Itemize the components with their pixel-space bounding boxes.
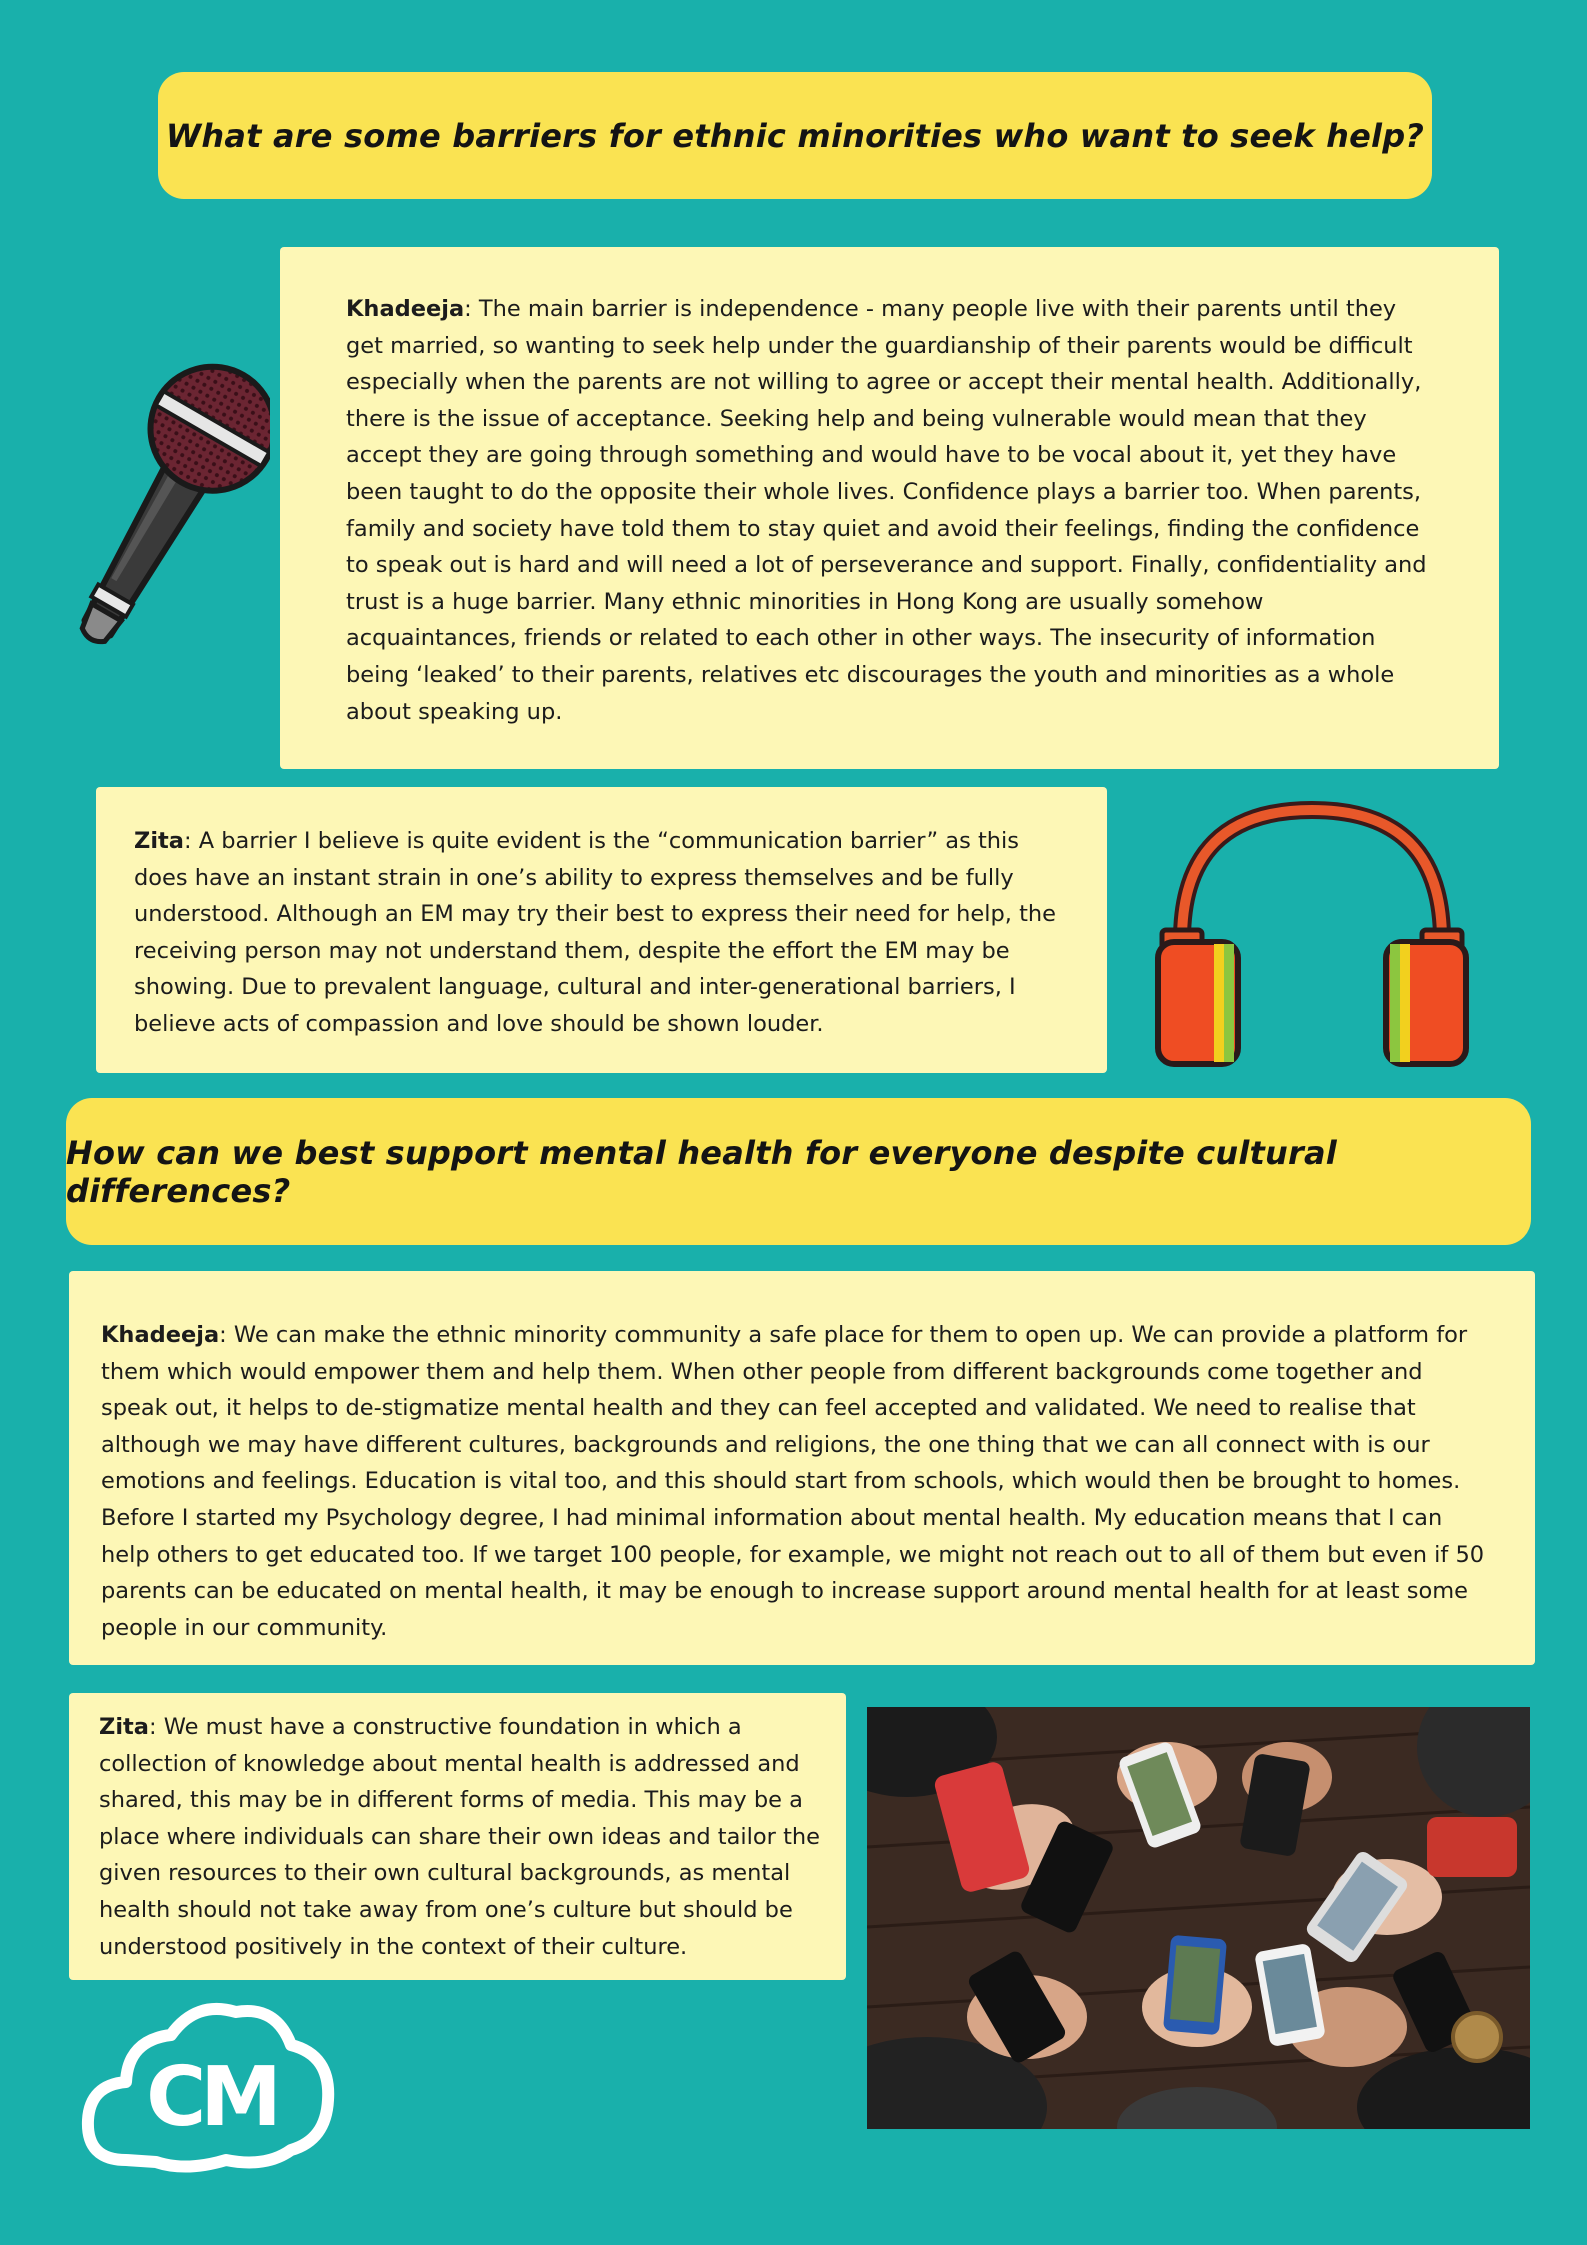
answer-box-khadeeja-support bbox=[69, 1271, 1535, 1665]
answer-box-zita-barriers bbox=[96, 787, 1107, 1073]
microphone-icon bbox=[60, 346, 270, 676]
speaker-name: Khadeeja bbox=[101, 1322, 220, 1348]
question-heading-support bbox=[66, 1098, 1531, 1245]
speaker-name: Zita bbox=[134, 828, 184, 854]
headphones-icon bbox=[1152, 790, 1472, 1070]
answer-text: : A barrier I believe is quite evident is the “communication barrier” as this does have an instant strain in one’s ability to express themselves and be fully understood. Although an EM may try their best to express their need for help, the receiving person may not understand them, despite the effort the EM may be showing. Due to prevalent language, cultural and inter-generational barriers, I believe acts of compassion and love should be shown louder. bbox=[134, 828, 1056, 1037]
speaker-name: Khadeeja bbox=[346, 296, 465, 322]
question-heading-barriers bbox=[158, 72, 1432, 199]
question-text: What are some barriers for ethnic minorities who want to seek help? bbox=[165, 116, 1425, 155]
answer-text: : We must have a constructive foundation in which a collection of knowledge about mental health is addressed and shared, this may be in different forms of media. This may be a place where individuals can share their own ideas and tailor the given resources to their own cultural backgrounds, as mental health should not take away from one’s culture but should be understood positively in the context of their culture. bbox=[99, 1714, 820, 1960]
question-text: How can we best support mental health for everyone despite cultural differences? bbox=[66, 1133, 1337, 1210]
answer-text: : The main barrier is independence - many people live with their parents until they get married, so wanting to seek help under the guardianship of their parents would be difficult especially when the parents are not willing to agree or accept their mental health. Additionally, there is the issue of acceptance. Seeking help and being vulnerable would mean that they accept they are going through something and would have to be vocal about it, yet they have been taught to do the opposite their whole lives. Confidence plays a barrier too. When parents, family and society have told them to stay quiet and avoid their feelings, finding the confidence to speak out is hard and will need a lot of perseverance and support. Finally, confidentiality and trust is a huge barrier. Many ethnic minorities in Hong Kong are usually somehow acquaintances, friends or related to each other in other ways. The insecurity of information being ‘leaked’ to their parents, relatives etc discourages the youth and minorities as a whole about speaking up. bbox=[346, 296, 1427, 725]
people-using-phones-photo bbox=[867, 1707, 1530, 2129]
answer-paragraph bbox=[99, 1709, 826, 1965]
answer-paragraph bbox=[101, 1317, 1495, 1646]
answer-text: : We can make the ethnic minority community a safe place for them to open up. We can provide a platform for them which would empower them and help them. When other people from different backgrounds come together and speak out, it helps to de-stigmatize mental health and they can feel accepted and validated. We need to realise that although we may have different cultures, backgrounds and religions, the one thing that we can all connect with is our emotions and feelings. Education is vital too, and this should start from schools, which would then be brought to homes. Before I started my Psychology degree, I had minimal information about mental health. My education means that I can help others to get educated too. If we target 100 people, for example, we might not reach out to all of them but even if 50 parents can be educated on mental health, it may be enough to increase support around mental health for at least some people in our community. bbox=[101, 1322, 1485, 1641]
speaker-name: Zita bbox=[99, 1714, 149, 1740]
answer-paragraph bbox=[134, 823, 1057, 1043]
cm-cloud-logo bbox=[76, 1990, 346, 2190]
answer-box-khadeeja-barriers bbox=[280, 247, 1499, 769]
answer-box-zita-support bbox=[69, 1693, 846, 1980]
answer-paragraph bbox=[346, 291, 1439, 730]
logo-text: CM bbox=[146, 2050, 276, 2145]
